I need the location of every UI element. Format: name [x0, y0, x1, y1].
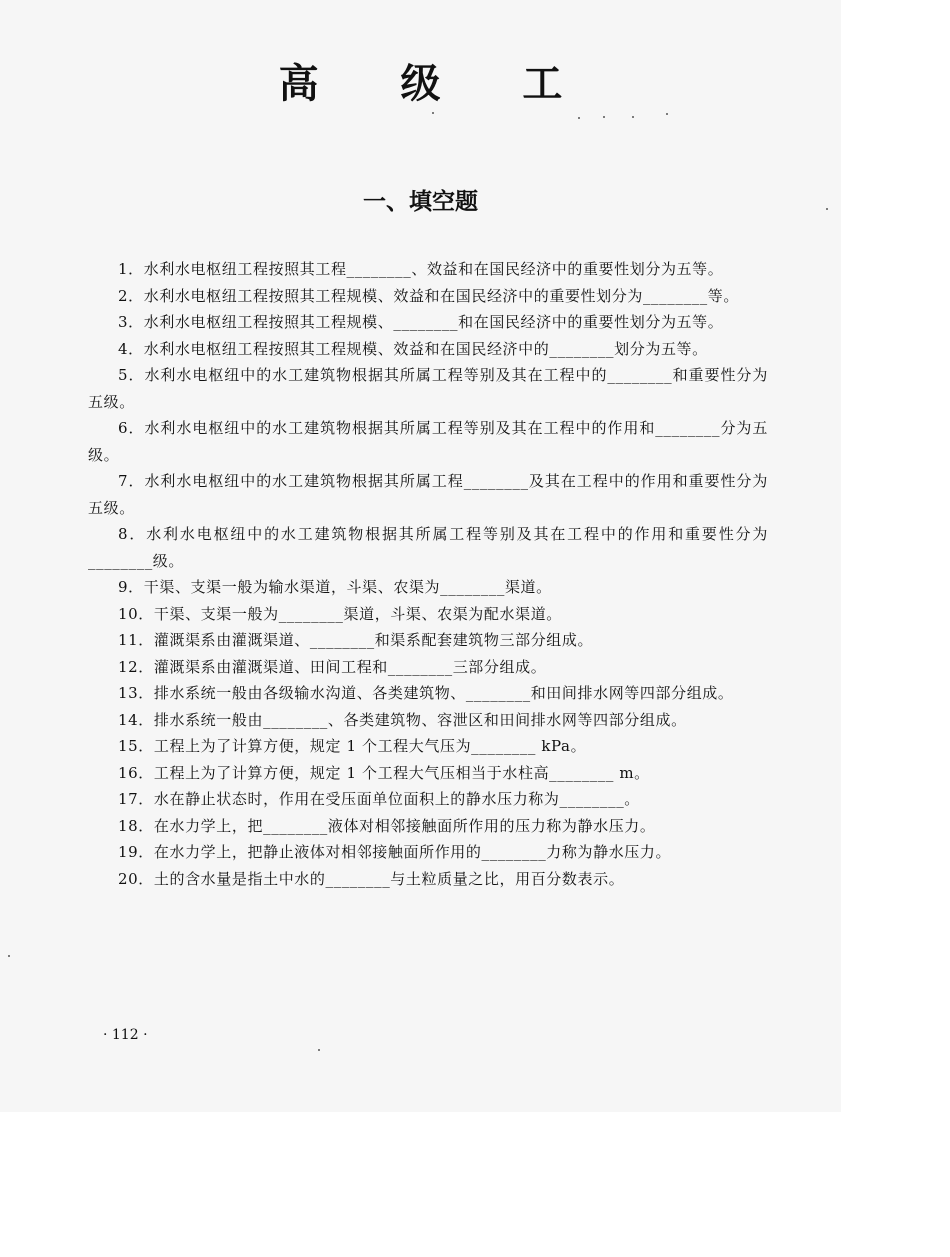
question-item: 5．水利水电枢纽中的水工建筑物根据其所属工程等别及其在工程中的________和重要性分为五级。	[88, 366, 768, 411]
question-item: 8．水利水电枢纽中的水工建筑物根据其所属工程等别及其在工程中的作用和重要性分为________级。	[88, 525, 768, 570]
section-title: 一、填空题	[363, 189, 478, 215]
question-item: 1．水利水电枢纽工程按照其工程________、效益和在国民经济中的重要性划分为五等。	[118, 260, 724, 278]
question-item: 13．排水系统一般由各级输水沟道、各类建筑物、________和田间排水网等四部分组成。	[118, 684, 734, 702]
question-item: 4．水利水电枢纽工程按照其工程规模、效益和在国民经济中的________划分为五等。	[118, 339, 708, 358]
question-item: 20．土的含水量是指土中水的________与土粒质量之比，用百分数表示。	[118, 869, 625, 888]
question-item: 11．灌溉渠系由灌溉渠道、________和渠系配套建筑物三部分组成。	[118, 631, 594, 649]
question-item: 12．灌溉渠系由灌溉渠道、田间工程和________三部分组成。	[118, 657, 547, 676]
question-item: 16．工程上为了计算方便，规定 1 个工程大气压相当于水柱高________ m。	[118, 763, 650, 782]
question-item: 3．水利水电枢纽工程按照其工程规模、________和在国民经济中的重要性划分为五等。	[118, 313, 724, 331]
scan-speck	[318, 1049, 320, 1051]
question-item: 15．工程上为了计算方便，规定 1 个工程大气压为________ kPa。	[118, 737, 587, 755]
question-list	[88, 256, 768, 892]
question-item: 7．水利水电枢纽中的水工建筑物根据其所属工程________及其在工程中的作用和重要性分为五级。	[88, 472, 768, 517]
page-number: · 112 ·	[103, 1027, 148, 1043]
question-item: 17．水在静止状态时，作用在受压面单位面积上的静水压力称为________。	[118, 790, 640, 808]
question-item: 18．在水力学上，把________液体对相邻接触面所作用的压力称为静水压力。	[118, 816, 656, 835]
question-item: 6．水利水电枢纽中的水工建筑物根据其所属工程等别及其在工程中的作用和________分为五级。	[88, 419, 768, 464]
question-item: 2．水利水电枢纽工程按照其工程规模、效益和在国民经济中的重要性划分为________等。	[118, 286, 739, 305]
page-title: 高 级 工	[278, 61, 597, 107]
scan-speck	[632, 116, 634, 118]
scan-speck	[603, 116, 605, 118]
scan-speck	[826, 208, 828, 210]
scan-speck	[8, 955, 10, 957]
scan-speck	[578, 117, 580, 119]
scan-speck	[432, 112, 434, 114]
question-item: 19．在水力学上，把静止液体对相邻接触面所作用的________力称为静水压力。	[118, 843, 672, 861]
scan-speck	[666, 113, 668, 115]
question-item: 14．排水系统一般由________、各类建筑物、容泄区和田间排水网等四部分组成。	[118, 710, 687, 729]
question-item: 10．干渠、支渠一般为________渠道，斗渠、农渠为配水渠道。	[118, 604, 562, 623]
question-item: 9．干渠、支渠一般为输水渠道，斗渠、农渠为________渠道。	[118, 578, 552, 596]
